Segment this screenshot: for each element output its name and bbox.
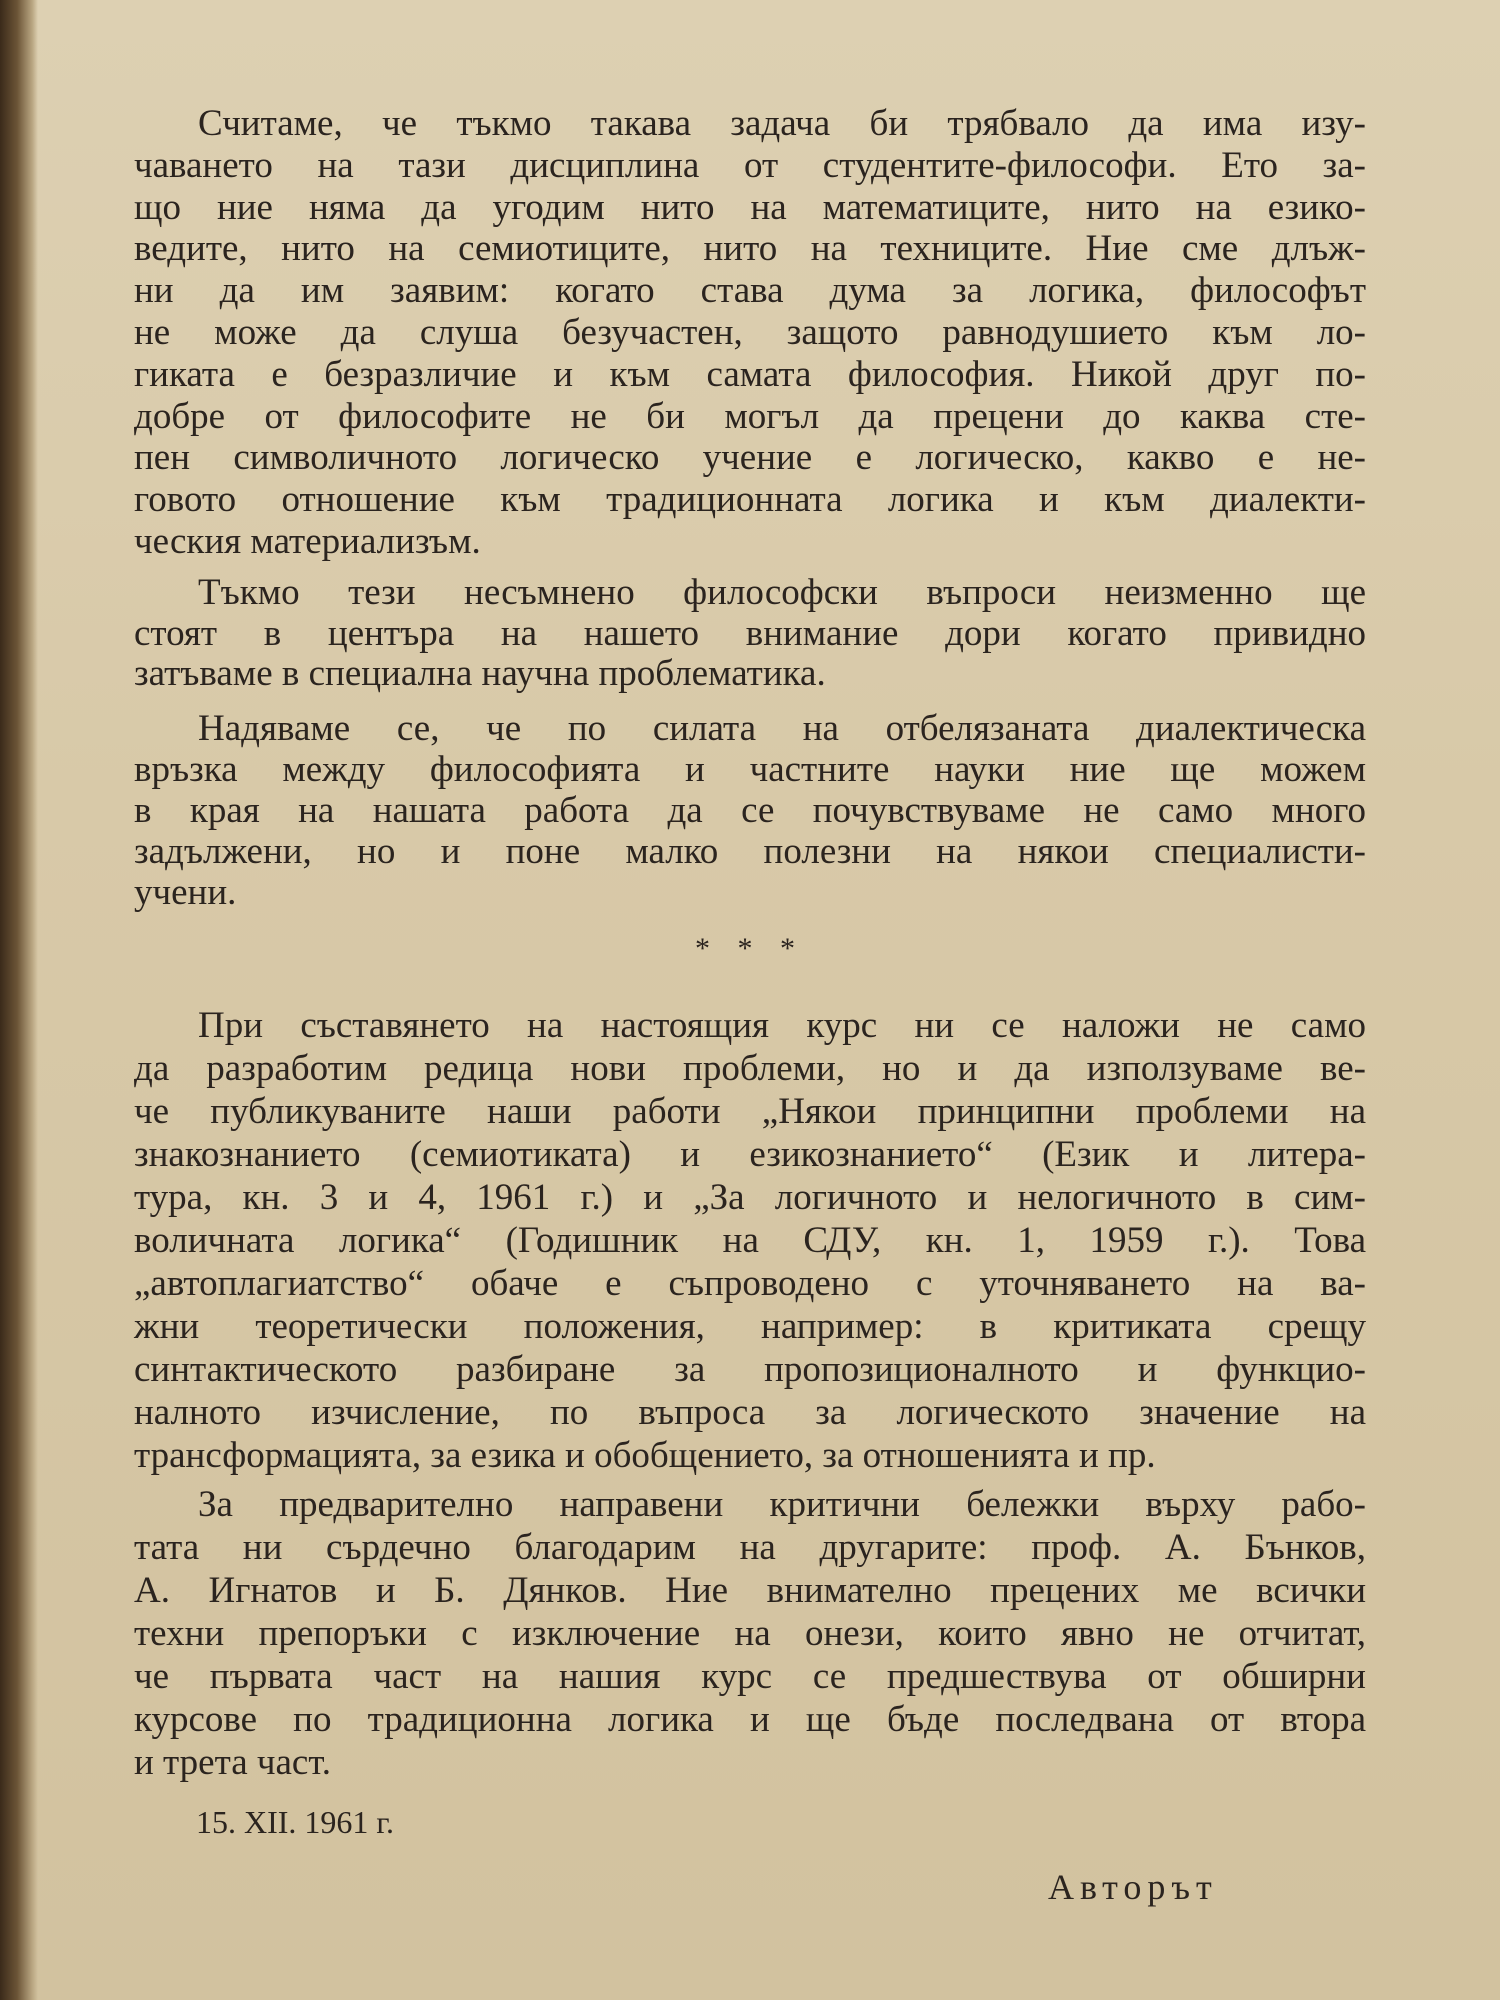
text-line: техни препоръки с изключение на онези, които явно не отчитат,	[134, 1613, 1366, 1654]
text-line: А. Игнатов и Б. Дянков. Ние внимателно прецених ме всички	[134, 1570, 1366, 1611]
text-line: затъваме в специална научна проблематика.	[134, 653, 826, 694]
text-line: в края на нашата работа да се почувствуваме не само много	[134, 790, 1366, 831]
text-line: учени.	[134, 872, 237, 913]
text-line: синтактическото разбиране за пропозиционалното и функцио-	[134, 1349, 1366, 1390]
text-line: Считаме, че тъкмо такава задача би трябвало да има изу-	[198, 103, 1366, 144]
text-line: „автоплагиатство“ обаче е съпроводено с уточняването на ва-	[134, 1263, 1366, 1304]
section-separator: * * *	[695, 932, 805, 965]
text-line: Надяваме се, че по силата на отбелязаната диалектическа	[198, 708, 1366, 749]
text-line: жни теоретически положения, например: в критиката срещу	[134, 1306, 1366, 1347]
author-signature: Авторът	[1048, 1867, 1218, 1907]
text-line: не може да слуша безучастен, защото равнодушието към ло-	[134, 312, 1366, 353]
text-line: чаването на тази дисциплина от студентите-философи. Ето за-	[134, 144, 1366, 186]
text-line: тата ни сърдечно благодарим на другарите: проф. А. Бънков,	[134, 1527, 1366, 1568]
text-line: ческия материализъм.	[134, 521, 481, 562]
text-line: говото отношение към традиционната логика и към диалекти-	[134, 479, 1366, 521]
text-line: да разработим редица нови проблеми, но и да използуваме ве-	[134, 1048, 1366, 1089]
page-edge-shadow	[0, 0, 38, 2000]
text-line: пен символичното логическо учение е логическо, какво е не-	[134, 437, 1366, 479]
text-line: що ние няма да угодим нито на математиците, нито на езико-	[134, 186, 1366, 228]
text-line: стоят в центъра на нашето внимание дори когато привидно	[134, 612, 1366, 654]
text-line: Тъкмо тези несъмнено философски въпроси неизменно ще	[198, 572, 1366, 613]
text-line: гиката е безразличие и към самата философия. Никой друг по-	[134, 353, 1366, 395]
text-line: че публикуваните наши работи „Някои принципни проблеми на	[134, 1091, 1366, 1132]
text-line: При съставянето на настоящия курс ни се наложи не само	[198, 1005, 1366, 1046]
text-line: добре от философите не би могъл да прецени до каква сте-	[134, 395, 1366, 437]
text-line: че първата част на нашия курс се предшествува от обширни	[134, 1656, 1366, 1697]
text-line: трансформацията, за езика и обобщението, за отношенията и пр.	[134, 1435, 1156, 1476]
text-line: връзка между философията и частните науки ние ще можем	[134, 749, 1366, 790]
text-line: курсове по традиционна логика и ще бъде последвана от втора	[134, 1699, 1366, 1740]
text-line: налното изчисление, по въпроса за логическото значение на	[134, 1392, 1366, 1433]
text-line: За предварително направени критични бележки върху рабо-	[198, 1484, 1366, 1525]
date-line: 15. XII. 1961 г.	[196, 1804, 394, 1840]
text-line: задължени, но и поне малко полезни на някои специалисти-	[134, 831, 1366, 872]
text-line: ни да им заявим: когато става дума за логика, философът	[134, 270, 1366, 312]
text-line: воличната логика“ (Годишник на СДУ, кн. 1, 1959 г.). Това	[134, 1220, 1366, 1261]
text-line: знакознанието (семиотиката) и езикознанието“ (Език и литера-	[134, 1134, 1366, 1175]
text-line: и трета част.	[134, 1742, 331, 1783]
text-line: тура, кн. 3 и 4, 1961 г.) и „За логичното и нелогичното в сим-	[134, 1177, 1366, 1218]
text-line: ведите, нито на семиотиците, нито на техниците. Ние сме длъж-	[134, 228, 1366, 270]
